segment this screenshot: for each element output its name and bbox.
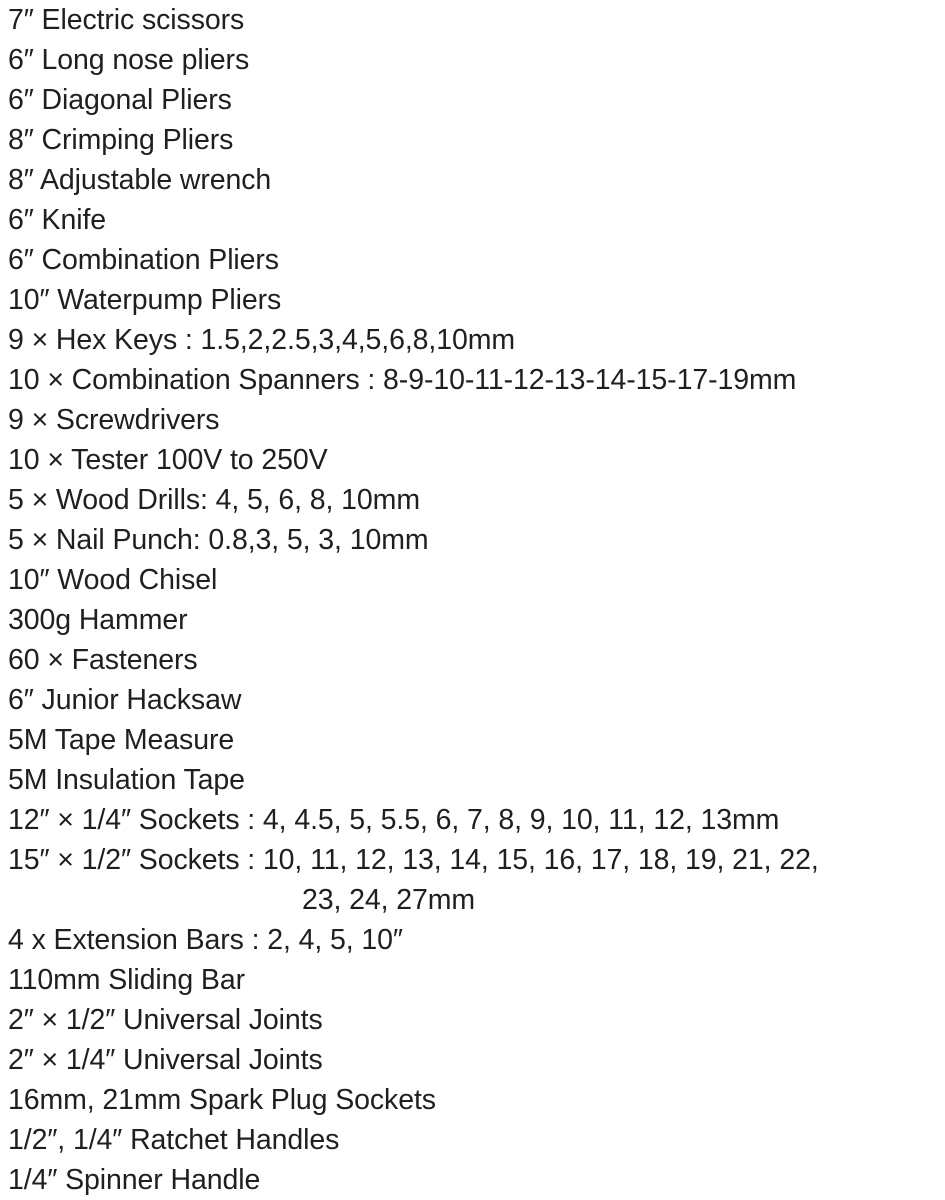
list-item: 2″ × 1/4″ Universal Joints (8, 1044, 323, 1076)
tool-list (8, 0, 819, 1200)
list-item: 10″ Waterpump Pliers (8, 284, 282, 316)
list-item: 5M Insulation Tape (8, 764, 245, 796)
list-item: 10 × Tester 100V to 250V (8, 444, 328, 476)
list-item: 6″ Combination Pliers (8, 244, 279, 276)
list-item: 6″ Junior Hacksaw (8, 684, 242, 716)
list-item-continuation: 23, 24, 27mm (302, 884, 476, 916)
list-item: 2″ × 1/2″ Universal Joints (8, 1004, 323, 1036)
list-item: 300g Hammer (8, 604, 188, 636)
list-item: 1/4″ Spinner Handle (8, 1164, 261, 1196)
list-item: 8″ Adjustable wrench (8, 164, 272, 196)
list-item: 5 × Wood Drills: 4, 5, 6, 8, 10mm (8, 484, 420, 516)
list-item: 5M Tape Measure (8, 724, 235, 756)
list-item: 10 × Combination Spanners : 8-9-10-11-12-13-14-15-17-19mm (8, 364, 797, 396)
list-item: 110mm Sliding Bar (8, 964, 245, 996)
list-item: 60 × Fasteners (8, 644, 198, 676)
list-item: 1/2″, 1/4″ Ratchet Handles (8, 1124, 340, 1156)
list-item: 16mm, 21mm Spark Plug Sockets (8, 1084, 436, 1116)
list-item: 10″ Wood Chisel (8, 564, 218, 596)
list-item: 7″ Electric scissors (8, 4, 245, 36)
list-item: 15″ × 1/2″ Sockets : 10, 11, 12, 13, 14, 15, 16, 17, 18, 19, 21, 22, (8, 844, 819, 876)
list-item: 12″ × 1/4″ Sockets : 4, 4.5, 5, 5.5, 6, 7, 8, 9, 10, 11, 12, 13mm (8, 804, 780, 836)
list-item: 6″ Long nose pliers (8, 44, 250, 76)
list-item: 6″ Knife (8, 204, 107, 236)
list-item: 8″ Crimping Pliers (8, 124, 234, 156)
list-item: 6″ Diagonal Pliers (8, 84, 232, 116)
list-item: 9 × Screwdrivers (8, 404, 220, 436)
list-item: 9 × Hex Keys : 1.5,2,2.5,3,4,5,6,8,10mm (8, 324, 516, 356)
list-item: 4 x Extension Bars : 2, 4, 5, 10″ (8, 924, 403, 956)
list-item: 5 × Nail Punch: 0.8,3, 5, 3, 10mm (8, 524, 429, 556)
